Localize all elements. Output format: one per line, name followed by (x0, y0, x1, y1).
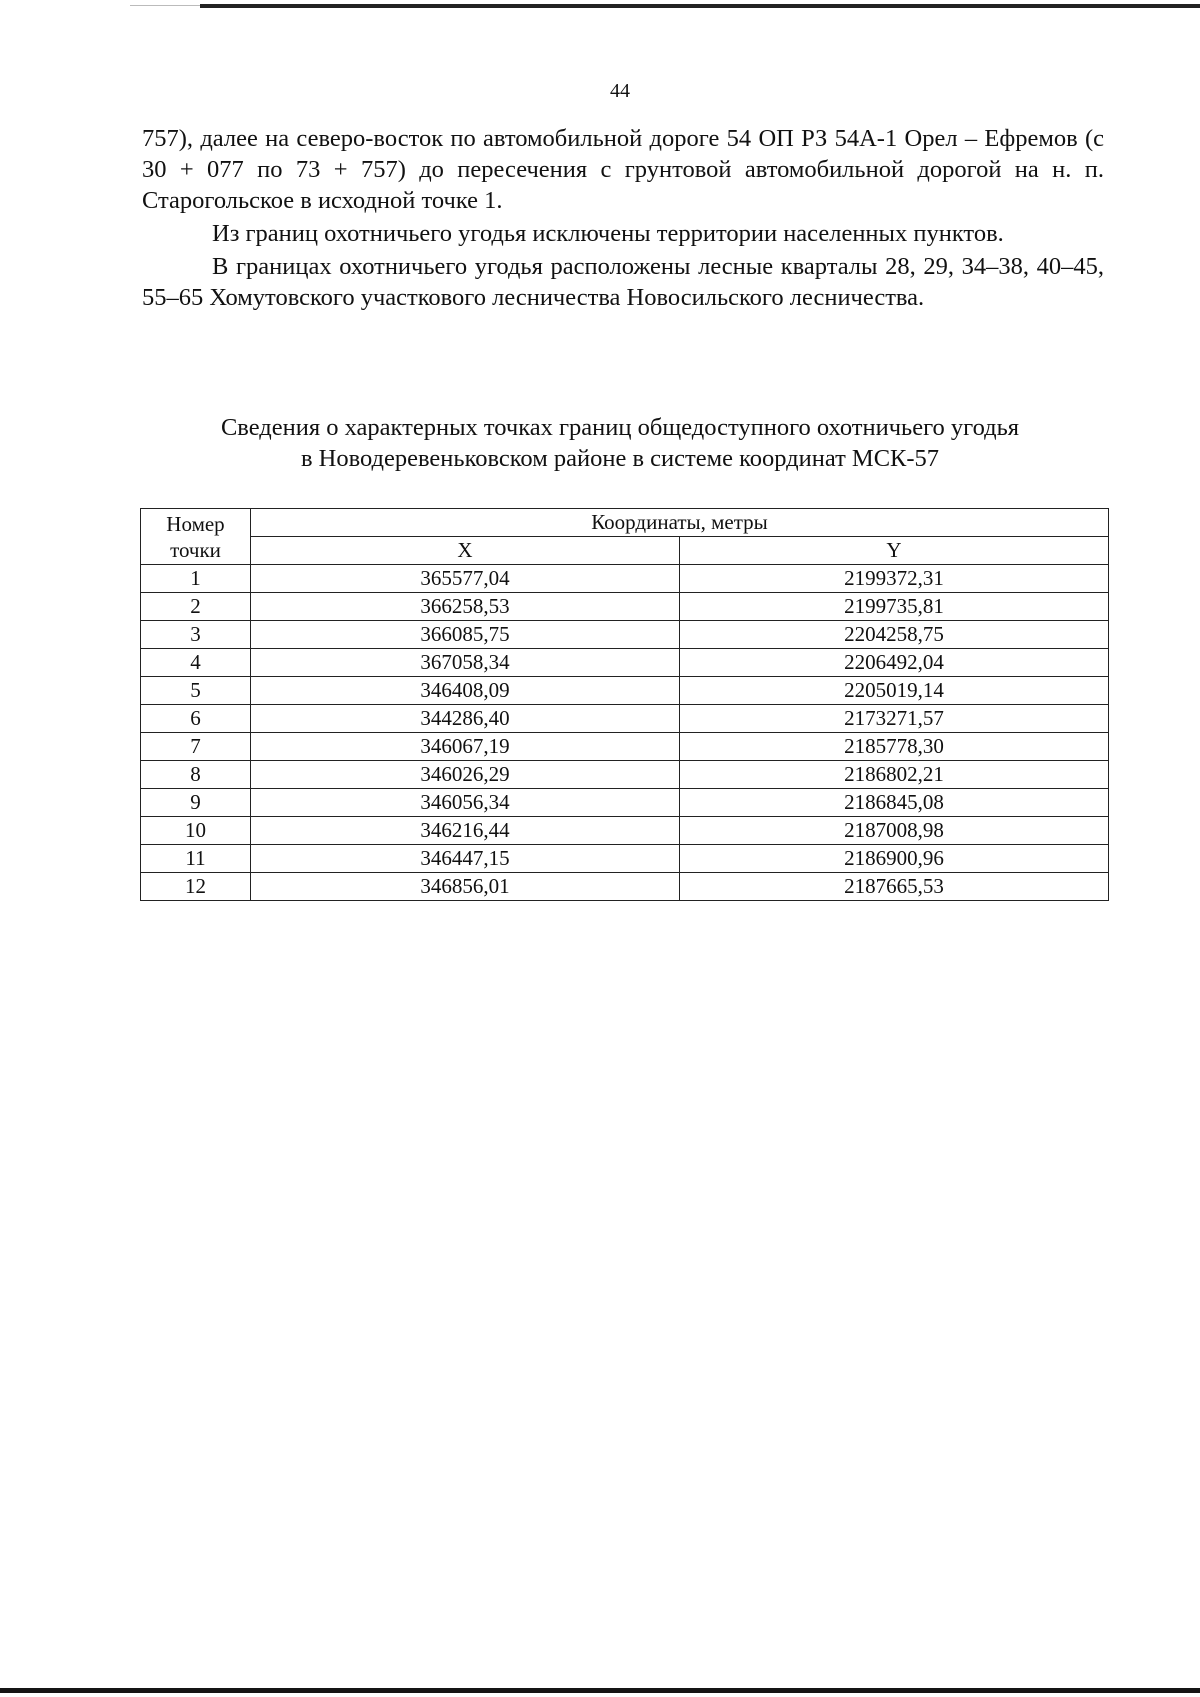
bottom-rule (0, 1688, 1200, 1693)
header-point-number (141, 509, 251, 565)
page-number: 44 (610, 80, 630, 102)
table-row (141, 733, 1109, 761)
cell-y: 2187008,98 (680, 817, 1109, 845)
paragraph-exclusions: Из границ охотничьего угодья исключены территории населенных пунктов. (212, 220, 1004, 247)
cell-x: 346447,15 (251, 845, 680, 873)
header-y: Y (680, 537, 1109, 565)
coordinates-table (140, 508, 1109, 901)
cell-y: 2185778,30 (680, 733, 1109, 761)
cell-y: 2186802,21 (680, 761, 1109, 789)
cell-y: 2204258,75 (680, 621, 1109, 649)
cell-y: 2173271,57 (680, 705, 1109, 733)
paragraph-forest-quarters: В границах охотничьего угодья расположены лесные кварталы 28, 29, 34–38, 40–45, 55–65 Хомутовского участкового лесничества Новосильского лесничества. (142, 253, 1104, 311)
cell-point-number: 7 (141, 733, 251, 761)
cell-y: 2199372,31 (680, 565, 1109, 593)
table-row (141, 565, 1109, 593)
cell-x: 365577,04 (251, 565, 680, 593)
cell-x: 367058,34 (251, 649, 680, 677)
table-row (141, 649, 1109, 677)
cell-x: 366085,75 (251, 621, 680, 649)
table-row (141, 621, 1109, 649)
cell-point-number: 8 (141, 761, 251, 789)
paragraph-continuation: 757), далее на северо-восток по автомобильной дороге 54 ОП РЗ 54А-1 Орел – Ефремов (с 30 + 077 по 73 + 757) до пересечения с грунтовой автомобильной дорогой на н. п. Старогольское в исходной точке 1. (142, 125, 1104, 214)
table-title (130, 412, 1110, 474)
cell-point-number: 2 (141, 593, 251, 621)
cell-point-number: 12 (141, 873, 251, 901)
table-row (141, 761, 1109, 789)
cell-x: 346067,19 (251, 733, 680, 761)
cell-point-number: 3 (141, 621, 251, 649)
table-row (141, 677, 1109, 705)
table-row (141, 789, 1109, 817)
cell-x: 346056,34 (251, 789, 680, 817)
cell-y: 2186845,08 (680, 789, 1109, 817)
cell-y: 2199735,81 (680, 593, 1109, 621)
cell-x: 346856,01 (251, 873, 680, 901)
cell-point-number: 9 (141, 789, 251, 817)
table-header-row (141, 509, 1109, 537)
cell-y: 2206492,04 (680, 649, 1109, 677)
table-row (141, 817, 1109, 845)
header-x: X (251, 537, 680, 565)
cell-x: 346026,29 (251, 761, 680, 789)
table-row (141, 705, 1109, 733)
cell-x: 346216,44 (251, 817, 680, 845)
cell-x: 346408,09 (251, 677, 680, 705)
table-row (141, 873, 1109, 901)
table-row (141, 845, 1109, 873)
cell-point-number: 4 (141, 649, 251, 677)
body-text (142, 123, 1104, 315)
header-coordinates: Координаты, метры (251, 509, 1109, 537)
table-body (141, 565, 1109, 901)
cell-point-number: 10 (141, 817, 251, 845)
cell-point-number: 6 (141, 705, 251, 733)
cell-y: 2205019,14 (680, 677, 1109, 705)
cell-point-number: 5 (141, 677, 251, 705)
cell-x: 366258,53 (251, 593, 680, 621)
header-point-number-line-1: Номер (166, 511, 225, 536)
cell-x: 344286,40 (251, 705, 680, 733)
cell-y: 2186900,96 (680, 845, 1109, 873)
cell-y: 2187665,53 (680, 873, 1109, 901)
top-rule (200, 4, 1200, 8)
cell-point-number: 1 (141, 565, 251, 593)
table-row (141, 593, 1109, 621)
table-title-line-2: в Новодеревеньковском районе в системе координат МСК-57 (300, 445, 940, 472)
cell-point-number: 11 (141, 845, 251, 873)
table-title-line-1: Сведения о характерных точках границ общедоступного охотничьего угодья (220, 414, 1020, 441)
table-subheader-row (141, 537, 1109, 565)
header-point-number-line-2: точки (170, 537, 221, 562)
